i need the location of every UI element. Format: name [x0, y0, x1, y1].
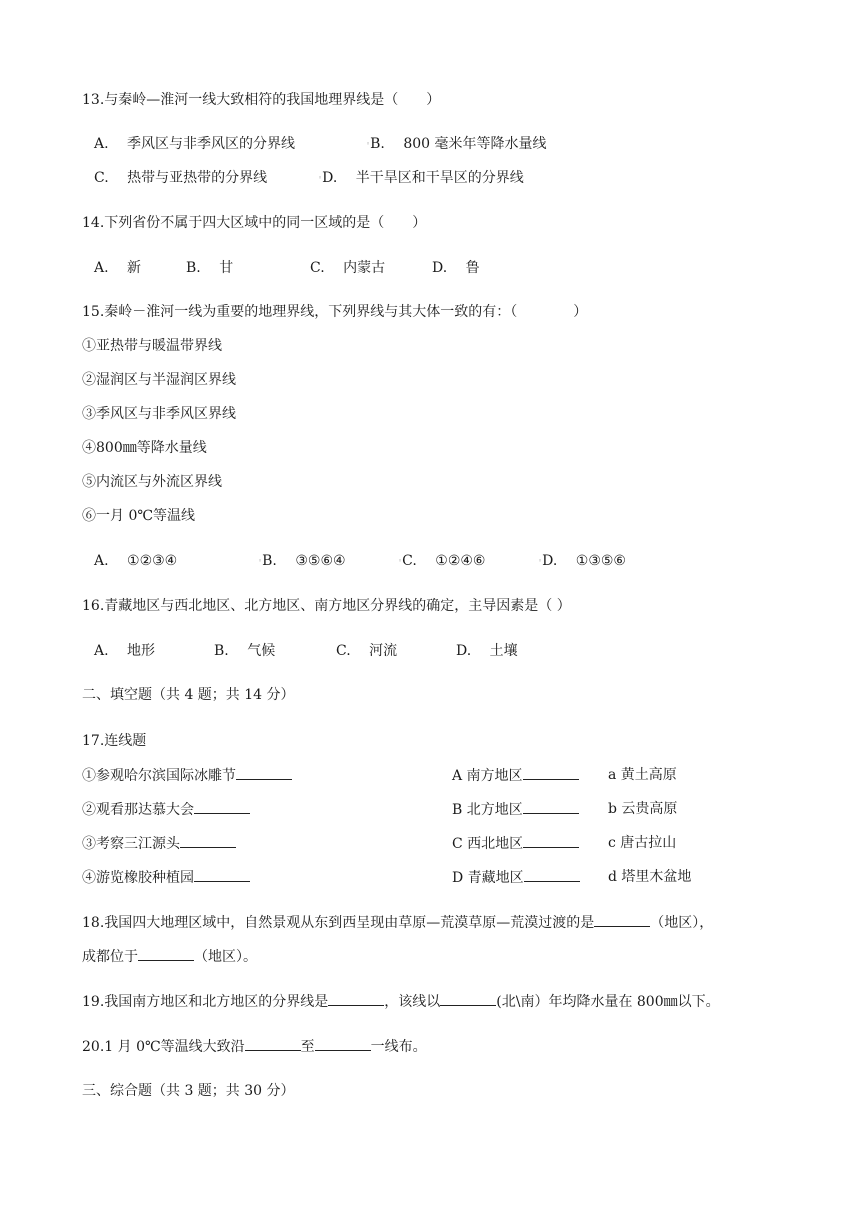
option-text: 季风区与非季风区的分界线	[127, 136, 296, 152]
option-text: 新	[127, 260, 142, 276]
answer-blank[interactable]	[523, 765, 579, 780]
mark-glyph: ◦	[398, 557, 403, 565]
q18-text-4: （地区）。	[194, 949, 257, 965]
option-text: 内蒙古	[343, 260, 386, 276]
q15-item-3: ③季风区与非季风区界线	[82, 406, 236, 422]
option-text: ①③⑤⑥	[575, 553, 626, 569]
q20-text-1: 20.1 月 0℃等温线大致沿	[82, 1039, 245, 1055]
option-letter: B.	[214, 643, 229, 659]
q18-line-2	[82, 946, 257, 967]
q15-option-b[interactable]	[258, 551, 346, 571]
section-2-heading: 二、填空题（共 4 题；共 14 分）	[82, 687, 295, 703]
q17-left-text: ①参观哈尔滨国际冰雕节	[82, 768, 236, 784]
mark-glyph: ◦	[258, 557, 263, 565]
q15-item-2: ②湿润区与半湿润区界线	[82, 372, 236, 388]
option-letter: D.	[322, 170, 338, 186]
q17-mid-text: D 青藏地区	[452, 870, 524, 886]
q15-option-a[interactable]	[94, 551, 177, 571]
q14-option-a[interactable]	[94, 258, 141, 278]
option-letter: C.	[94, 170, 109, 186]
option-text: 甘	[219, 260, 234, 276]
q20-text-3: 一线布。	[370, 1039, 427, 1055]
q16-option-d[interactable]	[456, 641, 518, 661]
q17-mid-3	[452, 833, 579, 854]
q18-text-1: 18.我国四大地理区域中，自然景观从东到西呈现由草原—荒漠草原—荒漠过渡的是	[82, 915, 595, 931]
section-3-heading: 三、综合题（共 3 题；共 30 分）	[82, 1083, 295, 1099]
q13-option-b[interactable]	[366, 134, 547, 154]
q17-left-1	[82, 765, 292, 786]
q17-left-text: ②观看那达慕大会	[82, 802, 194, 818]
q17-mid-text: A 南方地区	[452, 768, 523, 784]
option-text: 半干旱区和干旱区的分界线	[355, 170, 524, 186]
option-text: ①②④⑥	[435, 553, 486, 569]
q17-left-text: ③考察三江源头	[82, 836, 180, 852]
answer-blank[interactable]	[236, 765, 292, 780]
q17-right-2: b 云贵高原	[608, 801, 678, 817]
q15-item-4: ④800㎜等降水量线	[82, 440, 207, 456]
option-letter: A.	[94, 643, 109, 659]
option-text: 鲁	[465, 260, 480, 276]
q17-mid-2	[452, 799, 579, 820]
q19-line	[82, 991, 720, 1012]
answer-blank[interactable]	[138, 946, 194, 961]
q14-stem: 14.下列省份不属于四大区域中的同一区域的是（ ）	[82, 215, 427, 231]
q17-right-4: d 塔里木盆地	[608, 869, 692, 885]
option-text: ③⑤⑥④	[295, 553, 346, 569]
q13-option-c[interactable]	[94, 168, 267, 188]
q17-left-3	[82, 833, 236, 854]
answer-blank[interactable]	[523, 833, 579, 848]
answer-blank[interactable]	[194, 867, 250, 882]
option-text: 800 毫米年等降水量线	[403, 136, 547, 152]
q16-option-a[interactable]	[94, 641, 155, 661]
q19-text-2: ，该线以	[384, 994, 441, 1010]
q17-left-4	[82, 867, 250, 888]
option-letter: C.	[402, 553, 417, 569]
answer-blank[interactable]	[180, 833, 236, 848]
answer-blank[interactable]	[328, 991, 384, 1006]
q17-mid-1	[452, 765, 579, 786]
option-letter: B.	[186, 260, 201, 276]
option-letter: C.	[336, 643, 351, 659]
option-letter: A.	[94, 136, 109, 152]
q16-option-b[interactable]	[214, 641, 275, 661]
answer-blank[interactable]	[524, 867, 580, 882]
q17-mid-text: C 西北地区	[452, 836, 524, 852]
q13-option-a[interactable]	[94, 134, 295, 154]
q16-option-c[interactable]	[336, 641, 397, 661]
q20-line	[82, 1036, 427, 1057]
q17-left-2	[82, 799, 250, 820]
q13-stem: 13.与秦岭—淮河一线大致相符的我国地理界线是（ ）	[82, 92, 441, 108]
q17-title: 17.连线题	[82, 733, 147, 749]
option-text: ①②③④	[127, 553, 178, 569]
option-text: 土壤	[489, 643, 518, 659]
q19-text-3: (北\南）年均降水量在 800㎜以下。	[496, 994, 720, 1010]
option-letter: C.	[310, 260, 325, 276]
option-letter: A.	[94, 553, 109, 569]
answer-blank[interactable]	[594, 912, 650, 927]
q15-item-6: ⑥一月 0℃等温线	[82, 508, 196, 524]
option-letter: D.	[432, 260, 448, 276]
option-text: 河流	[369, 643, 398, 659]
mark-glyph: ◦	[318, 174, 323, 182]
q15-option-d[interactable]	[538, 551, 626, 571]
q15-item-5: ⑤内流区与外流区界线	[82, 474, 222, 490]
q15-item-1: ①亚热带与暖温带界线	[82, 338, 222, 354]
q17-mid-4	[452, 867, 580, 888]
option-text: 热带与亚热带的分界线	[127, 170, 268, 186]
q17-mid-text: B 北方地区	[452, 802, 523, 818]
q15-option-c[interactable]	[398, 551, 485, 571]
q14-option-c[interactable]	[310, 258, 385, 278]
option-letter: D.	[542, 553, 558, 569]
answer-blank[interactable]	[315, 1036, 371, 1051]
answer-blank[interactable]	[440, 991, 496, 1006]
option-letter: B.	[262, 553, 277, 569]
q18-line-1	[82, 912, 713, 933]
option-letter: A.	[94, 260, 109, 276]
option-text: 地形	[127, 643, 156, 659]
option-text: 气候	[247, 643, 276, 659]
q20-text-2: 至	[300, 1039, 315, 1055]
q15-stem: 15.秦岭－淮河一线为重要的地理界线，下列界线与其大体一致的有：（ ）	[82, 304, 588, 320]
q13-option-d[interactable]	[318, 168, 524, 188]
q17-right-1: a 黄土高原	[608, 767, 677, 783]
q14-option-d[interactable]	[432, 258, 480, 278]
option-letter: D.	[456, 643, 472, 659]
mark-glyph: ◦	[366, 140, 371, 148]
mark-glyph: ◦	[538, 557, 543, 565]
q18-text-3: 成都位于	[82, 949, 138, 965]
option-letter: B.	[370, 136, 385, 152]
q17-left-text: ④游览橡胶种植园	[82, 870, 194, 886]
q18-text-2: （地区），	[650, 915, 714, 931]
q14-option-b[interactable]	[186, 258, 233, 278]
answer-blank[interactable]	[194, 799, 250, 814]
q19-text-1: 19.我国南方地区和北方地区的分界线是	[82, 994, 329, 1010]
q16-stem: 16.青藏地区与西北地区、北方地区、南方地区分界线的确定，主导因素是（ ）	[82, 598, 571, 614]
q17-right-3: c 唐古拉山	[608, 835, 677, 851]
answer-blank[interactable]	[523, 799, 579, 814]
answer-blank[interactable]	[245, 1036, 301, 1051]
